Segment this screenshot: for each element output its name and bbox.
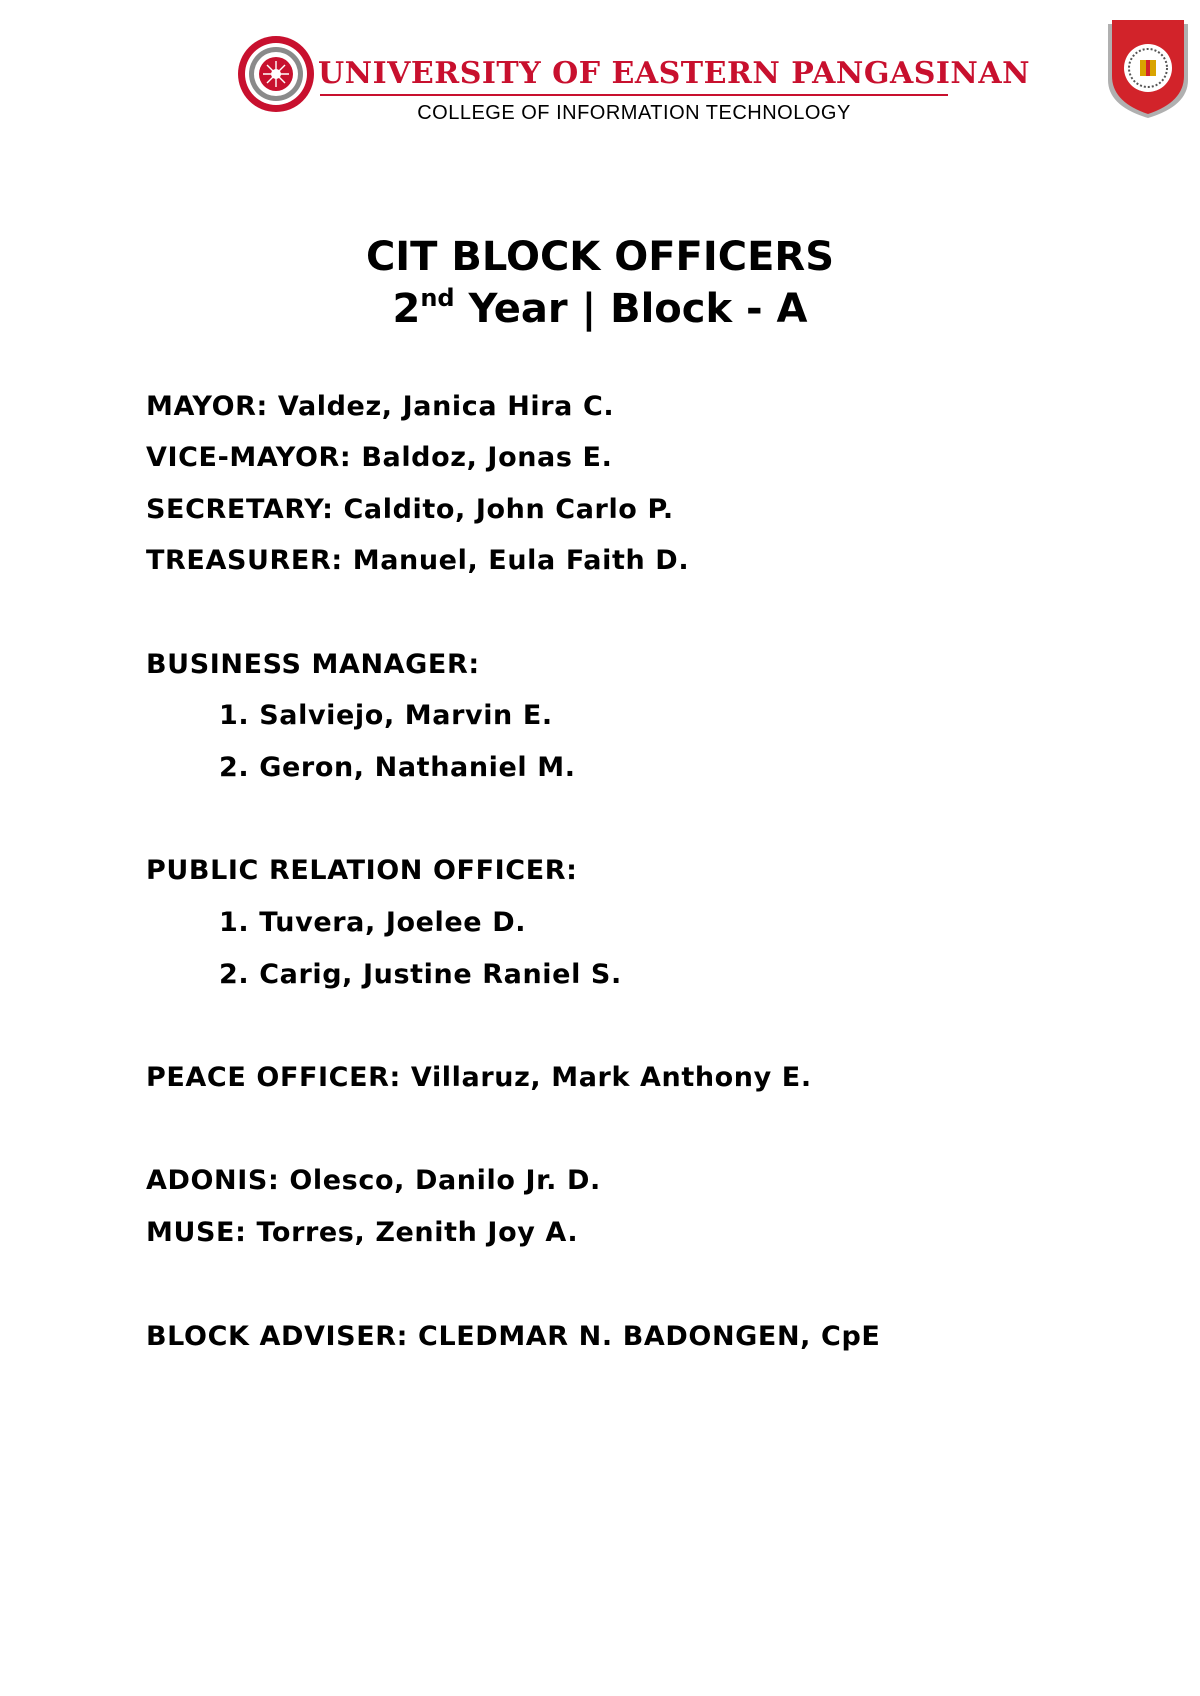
- list-item: [219, 958, 622, 992]
- role-label: TREASURER:: [146, 545, 343, 576]
- pro-heading: PUBLIC RELATION OFFICER:: [146, 855, 578, 886]
- officer-vice-mayor: [146, 441, 612, 475]
- role-label: PEACE OFFICER:: [146, 1062, 401, 1093]
- cit-shield-icon: [1104, 18, 1192, 122]
- block-adviser: [146, 1320, 880, 1354]
- role-label: MAYOR:: [146, 391, 268, 422]
- role-label: MUSE:: [146, 1217, 247, 1248]
- list-item: [219, 906, 526, 940]
- year-number: 2: [392, 286, 421, 332]
- list-item: [219, 699, 553, 733]
- list-number: 2.: [219, 959, 250, 990]
- business-manager-heading: BUSINESS MANAGER:: [146, 649, 480, 680]
- college-name: COLLEGE OF INFORMATION TECHNOLOGY: [417, 102, 851, 124]
- list-item: [219, 751, 576, 785]
- officer-muse: [146, 1216, 578, 1250]
- officer-name: Salviejo, Marvin E.: [249, 700, 553, 731]
- list-number: 2.: [219, 752, 250, 783]
- role-label: ADONIS:: [146, 1165, 280, 1196]
- role-label: VICE-MAYOR:: [146, 442, 352, 473]
- officer-treasurer: [146, 544, 689, 578]
- officer-name: Geron, Nathaniel M.: [249, 752, 576, 783]
- officer-name: Manuel, Eula Faith D.: [342, 545, 690, 576]
- university-seal-icon: [236, 34, 316, 114]
- officer-name: Villaruz, Mark Anthony E.: [400, 1062, 812, 1093]
- header-divider: [320, 94, 948, 96]
- officer-secretary: [146, 493, 674, 527]
- year-block-subtitle: [0, 284, 1200, 334]
- officer-name: Valdez, Janica Hira C.: [267, 391, 615, 422]
- officer-name: Torres, Zenith Joy A.: [246, 1217, 579, 1248]
- list-number: 1.: [219, 700, 250, 731]
- officer-name: Caldito, John Carlo P.: [333, 494, 674, 525]
- university-name: UNIVERSITY OF EASTERN PANGASINAN: [318, 56, 1031, 91]
- year-block-text: Year | Block - A: [454, 286, 808, 332]
- officer-name: Tuvera, Joelee D.: [249, 907, 527, 938]
- officer-name: Carig, Justine Raniel S.: [249, 959, 622, 990]
- officer-adonis: [146, 1164, 601, 1198]
- year-ordinal-suffix: nd: [420, 284, 455, 312]
- role-label: SECRETARY:: [146, 494, 334, 525]
- officer-mayor: [146, 390, 614, 424]
- role-label: BLOCK ADVISER:: [146, 1321, 409, 1352]
- officer-name: Olesco, Danilo Jr. D.: [279, 1165, 601, 1196]
- list-number: 1.: [219, 907, 250, 938]
- document-title: CIT BLOCK OFFICERS: [365, 234, 835, 280]
- officer-name: Baldoz, Jonas E.: [351, 442, 613, 473]
- officer-name: CLEDMAR N. BADONGEN, CpE: [408, 1321, 881, 1352]
- officer-peace-officer: [146, 1061, 812, 1095]
